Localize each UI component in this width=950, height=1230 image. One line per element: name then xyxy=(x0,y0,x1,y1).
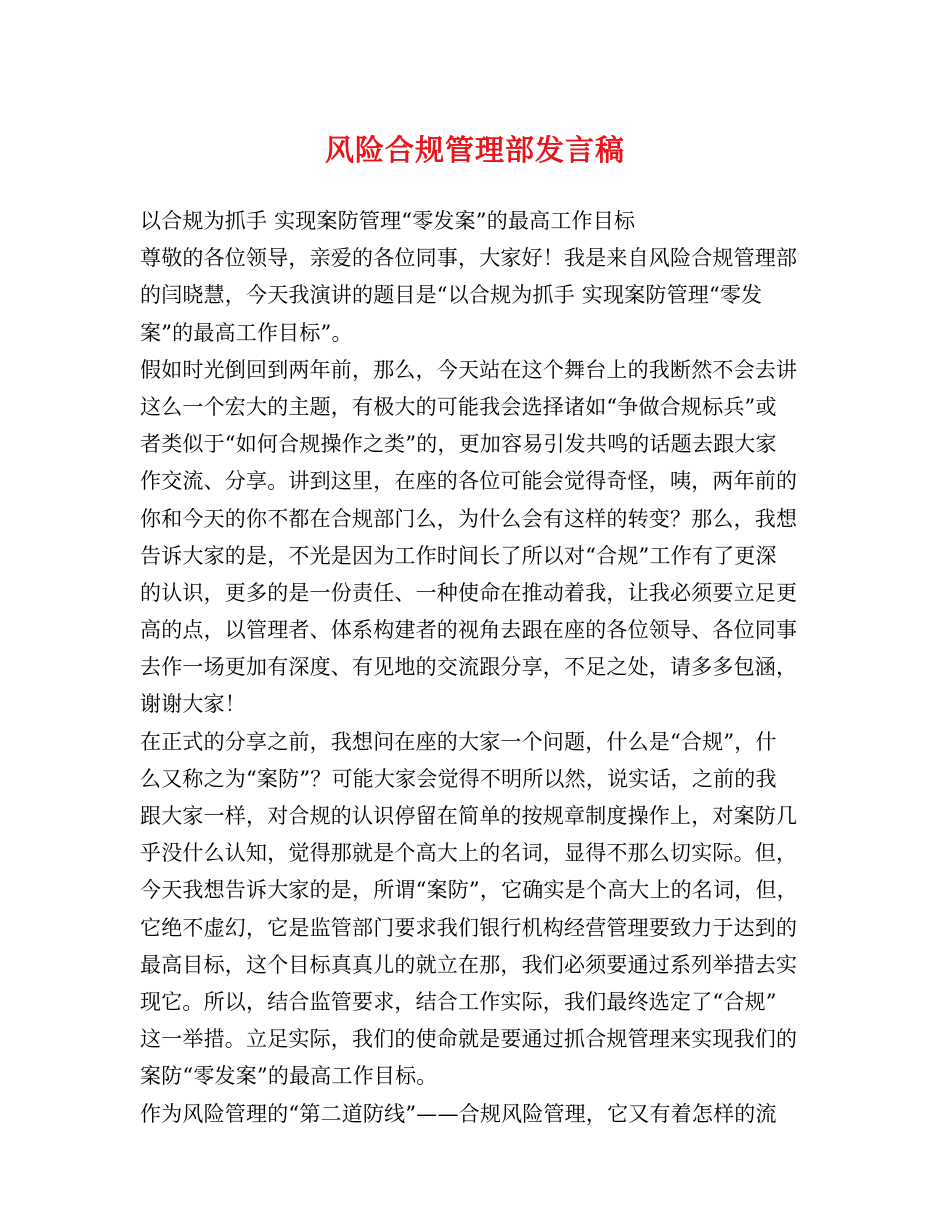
body-line: 今天我想告诉大家的是，所谓“案防”，它确实是个高大上的名词，但， xyxy=(140,878,798,903)
body-line: 跟大家一样，对合规的认识停留在简单的按规章制度操作上，对案防几 xyxy=(140,804,798,828)
body-line: 谢谢大家！ xyxy=(140,692,246,717)
body-line: 作交流、分享。讲到这里，在座的各位可能会觉得奇怪，咦，两年前的 xyxy=(140,469,798,494)
body-line: 它绝不虚幻，它是监管部门要求我们银行机构经营管理要致力于达到的 xyxy=(140,915,798,940)
body-line: 假如时光倒回到两年前，那么，今天站在这个舞台上的我断然不会去讲 xyxy=(140,357,798,382)
body-line: 作为风险管理的“第二道防线”——合规风险管理，它又有着怎样的流 xyxy=(140,1101,777,1126)
body-line: 这么一个宏大的主题，有极大的可能我会选择诸如“争做合规标兵”或 xyxy=(140,394,777,419)
body-line: 的认识，更多的是一份责任、一种使命在推动着我，让我必须要立足更 xyxy=(140,580,798,605)
body-line: 这一举措。立足实际，我们的使命就是要通过抓合规管理来实现我们的 xyxy=(140,1027,798,1052)
body-line: 么又称之为“案防”？可能大家会觉得不明所以然，说实话，之前的我 xyxy=(140,766,777,791)
body-line: 高的点，以管理者、体系构建者的视角去跟在座的各位领导、各位同事 xyxy=(140,618,798,643)
body-line: 案”的最高工作目标”。 xyxy=(140,320,353,345)
body-line: 以合规为抓手 实现案防管理“零发案”的最高工作目标 xyxy=(140,209,636,233)
document-title: 风险合规管理部发言稿 xyxy=(324,133,625,167)
body-line: 在正式的分享之前，我想问在座的大家一个问题，什么是“合规”，什 xyxy=(140,729,777,754)
body-line: 你和今天的你不都在合规部门么，为什么会有这样的转变？那么，我想 xyxy=(140,506,798,531)
body-line: 现它。所以，结合监管要求，结合工作实际，我们最终选定了“合规” xyxy=(140,989,777,1014)
body-line: 者类似于“如何合规操作之类”的，更加容易引发共鸣的话题去跟大家 xyxy=(140,432,777,457)
body-line: 尊敬的各位领导，亲爱的各位同事，大家好！我是来自风险合规管理部 xyxy=(140,246,798,271)
document-body xyxy=(140,203,820,1133)
body-line: 案防“零发案”的最高工作目标。 xyxy=(140,1064,438,1089)
body-line: 乎没什么认知，觉得那就是个高大上的名词，显得不那么切实际。但， xyxy=(140,841,798,866)
body-line: 的闫晓慧，今天我演讲的题目是“以合规为抓手 实现案防管理“零发 xyxy=(140,283,763,308)
body-line: 去作一场更加有深度、有见地的交流跟分享，不足之处，请多多包涵， xyxy=(140,655,798,680)
body-line: 告诉大家的是，不光是因为工作时间长了所以对“合规”工作有了更深 xyxy=(140,543,777,568)
body-line: 最高目标，这个目标真真儿的就立在那，我们必须要通过系列举措去实 xyxy=(140,952,798,977)
